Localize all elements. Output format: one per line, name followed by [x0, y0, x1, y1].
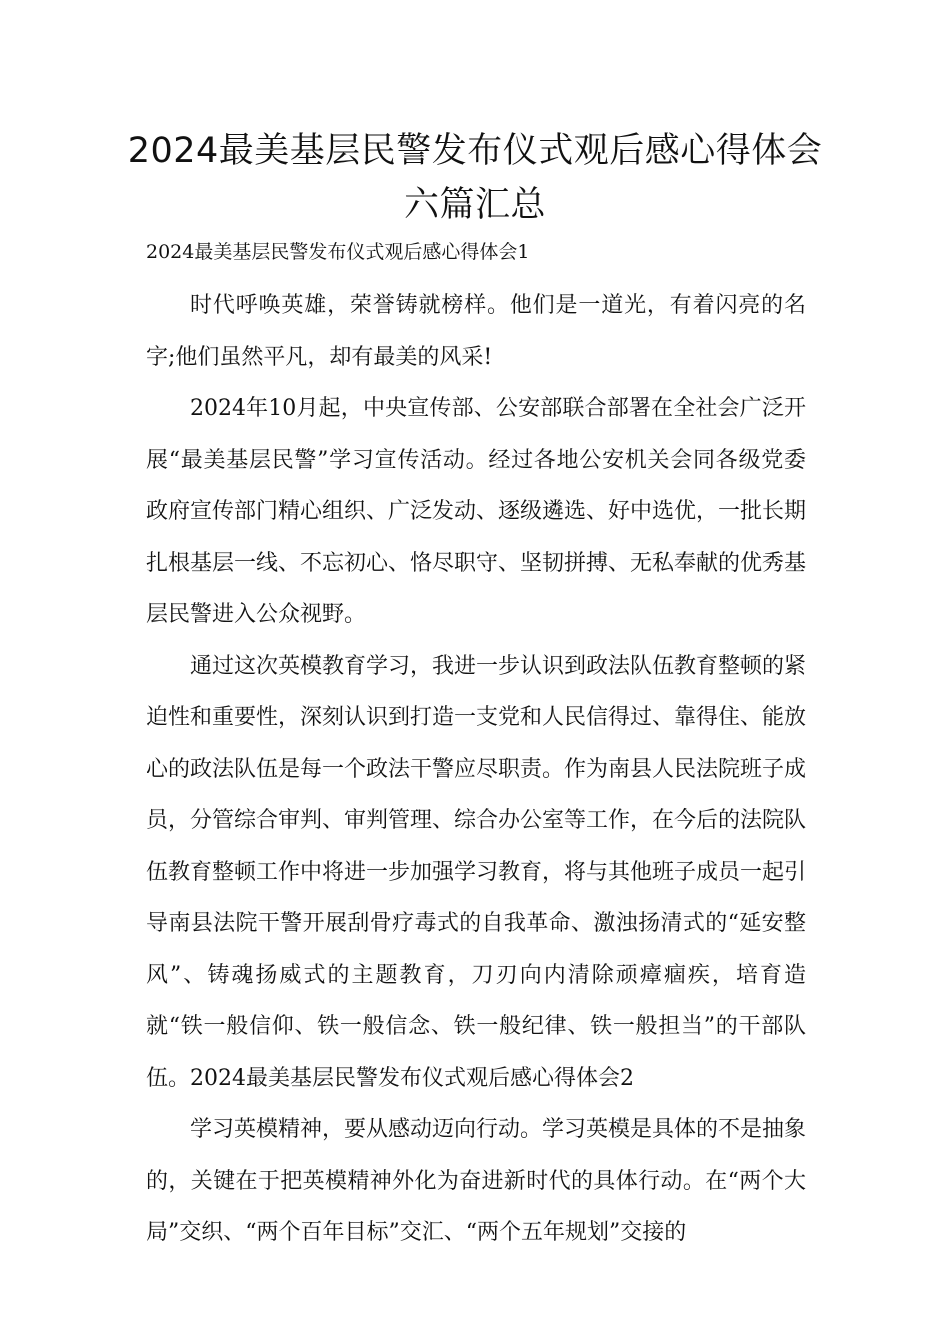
paragraph-1: 时代呼唤英雄，荣誉铸就榜样。他们是一道光，有着闪亮的名字;他们虽然平凡，却有最美的风采!	[146, 293, 806, 370]
paragraph-2: 2024年10月起，中央宣传部、公安部联合部署在全社会广泛开展“最美基层民警”学习宣传活动。经过各地公安机关会同各级党委政府宣传部门精心组织、广泛发动、逐级遴选、好中选优，一批长期扎根基层一线、不忘初心、恪尽职守、坚韧拼搏、无私奉献的优秀基层民警进入公众视野。	[146, 396, 807, 627]
paragraph-3: 通过这次英模教育学习，我进一步认识到政法队伍教育整顿的紧迫性和重要性，深刻认识到打造一支党和人民信得过、靠得住、能放心的政法队伍是每一个政法干警应尽职责。作为南县人民法院班子成员，分管综合审判、审判管理、综合办公室等工作，在今后的法院队伍教育整顿工作中将进一步加强学习教育，将与其他班子成员一起引导南县法院干警开展刮骨疗毒式的自我革命、激浊扬清式的“延安整风”、铸魂扬威式的主题教育，刀刃向内清除顽瘴痼疾，培育造就“铁一般信仰、铁一般信念、铁一般纪律、铁一般担当”的干部队伍。2024最美基层民警发布仪式观后感心得体会2	[146, 653, 807, 1091]
section-heading-1: 2024最美基层民警发布仪式观后感心得体会1	[146, 241, 530, 263]
paragraph-4: 学习英模精神，要从感动迈向行动。学习英模是具体的不是抽象的，关键在于把英模精神外化为奋进新时代的具体行动。在“两个大局”交织、“两个百年目标”交汇、“两个五年规划”交接的	[146, 1117, 807, 1245]
document-title: 2024最美基层民警发布仪式观后感心得体会六篇汇总	[127, 131, 823, 225]
document-body	[146, 280, 806, 1259]
